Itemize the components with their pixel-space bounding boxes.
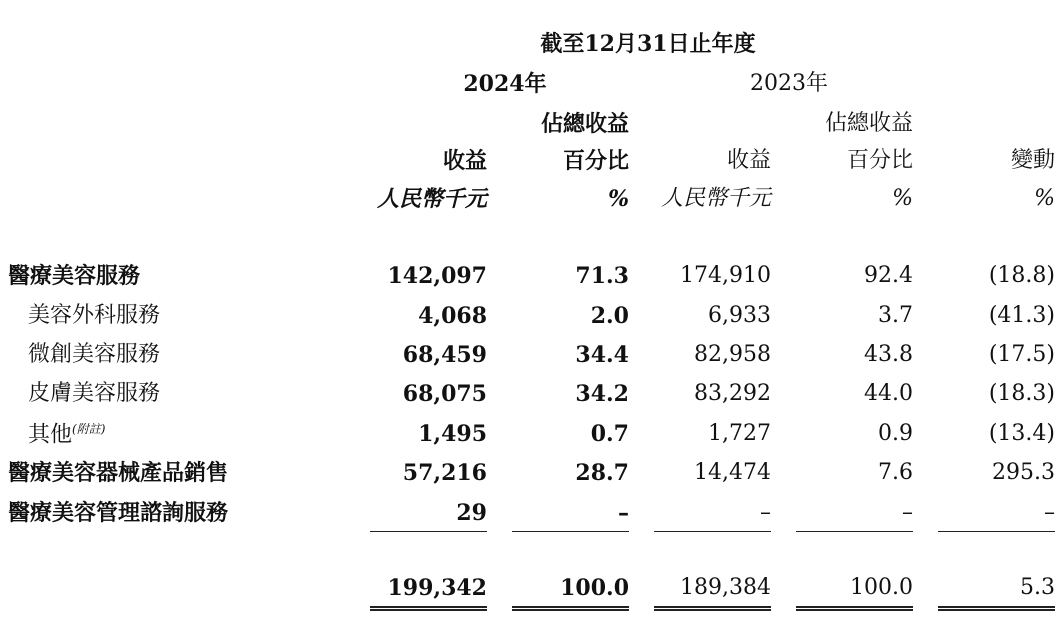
total-pct-2023: 100.0 — [850, 575, 913, 600]
row-change: 295.3 — [992, 460, 1055, 485]
row-pct-2024: 0.7 — [590, 421, 629, 447]
pct-header-2023-line2: 百分比 — [846, 148, 913, 173]
row-pct-2023: 44.0 — [864, 381, 913, 406]
row-rev-2023: – — [760, 500, 771, 525]
revenue-header-2024: 收益 — [442, 148, 487, 174]
row-label: 醫療美容器械產品銷售 — [8, 460, 229, 486]
unit-rmb-2024: 人民幣千元 — [376, 186, 487, 212]
row-rev-2024: 68,075 — [402, 381, 487, 407]
row-rev-2024: 4,068 — [418, 303, 487, 329]
row-change: (13.4) — [988, 421, 1055, 446]
total-double-line-pct-2023 — [796, 606, 913, 611]
row-change: (17.5) — [988, 342, 1055, 367]
row-rev-2023: 1,727 — [708, 421, 771, 446]
pct-header-2023-line1: 佔總收益 — [824, 111, 913, 136]
row-change: (18.3) — [988, 381, 1055, 406]
row-rev-2023: 174,910 — [680, 263, 771, 288]
row-pct-2023: – — [902, 500, 913, 525]
row-label: 醫療美容服務 — [8, 263, 141, 289]
total-double-line-rev-2023 — [654, 606, 771, 611]
year-2024-header: 2024年 — [463, 71, 547, 97]
subtotal-line-rev-2023 — [654, 531, 771, 532]
row-rev-2023: 6,933 — [708, 303, 771, 328]
note-reference: (附註) — [72, 422, 106, 436]
row-rev-2023: 14,474 — [694, 460, 771, 485]
row-rev-2024: 1,495 — [418, 421, 487, 447]
row-pct-2023: 3.7 — [878, 303, 913, 328]
row-pct-2024: 28.7 — [575, 460, 629, 486]
row-pct-2023: 0.9 — [878, 421, 913, 446]
unit-pct-2024: % — [608, 186, 629, 212]
total-change: 5.3 — [1020, 575, 1055, 600]
unit-pct-2023: % — [892, 186, 913, 211]
row-rev-2024: 68,459 — [402, 342, 487, 368]
row-pct-2023: 7.6 — [878, 460, 913, 485]
subtotal-line-rev-2024 — [370, 531, 487, 532]
row-pct-2024: – — [618, 500, 629, 526]
row-rev-2023: 83,292 — [694, 381, 771, 406]
pct-header-2024-line1: 佔總收益 — [540, 111, 629, 137]
period-header: 截至12月31日止年度 — [540, 31, 756, 57]
subtotal-line-pct-2024 — [512, 531, 629, 532]
row-rev-2024: 142,097 — [387, 263, 487, 289]
total-pct-2024: 100.0 — [560, 575, 629, 601]
row-label: 微創美容服務 — [28, 342, 161, 367]
change-header: 變動 — [1010, 148, 1055, 173]
total-double-line-change — [938, 606, 1055, 611]
row-pct-2024: 34.4 — [575, 342, 629, 368]
unit-rmb-2023: 人民幣千元 — [660, 186, 771, 211]
row-pct-2023: 43.8 — [864, 342, 913, 367]
subtotal-line-change — [938, 531, 1055, 532]
row-label: 醫療美容管理諮詢服務 — [8, 500, 229, 526]
subtotal-line-pct-2023 — [796, 531, 913, 532]
row-rev-2023: 82,958 — [694, 342, 771, 367]
row-pct-2024: 34.2 — [575, 381, 629, 407]
row-change: (41.3) — [988, 303, 1055, 328]
year-2023-header: 2023年 — [750, 71, 828, 96]
total-rev-2023: 189,384 — [680, 575, 771, 600]
row-pct-2024: 2.0 — [590, 303, 629, 329]
row-rev-2024: 57,216 — [402, 460, 487, 486]
row-rev-2024: 29 — [456, 500, 487, 526]
total-double-line-rev-2024 — [370, 606, 487, 611]
row-label-text: 其他 — [28, 422, 73, 448]
row-pct-2023: 92.4 — [864, 263, 913, 288]
revenue-header-2023: 收益 — [726, 148, 771, 173]
total-rev-2024: 199,342 — [387, 575, 487, 601]
pct-header-2024-line2: 百分比 — [562, 148, 629, 174]
unit-change: % — [1034, 186, 1055, 211]
row-change: (18.8) — [988, 263, 1055, 288]
total-double-line-pct-2024 — [512, 606, 629, 611]
row-pct-2024: 71.3 — [575, 263, 629, 289]
row-label: 美容外科服務 — [28, 303, 161, 328]
row-change: – — [1044, 500, 1055, 525]
row-label: 皮膚美容服務 — [28, 381, 161, 406]
row-label — [28, 423, 105, 446]
